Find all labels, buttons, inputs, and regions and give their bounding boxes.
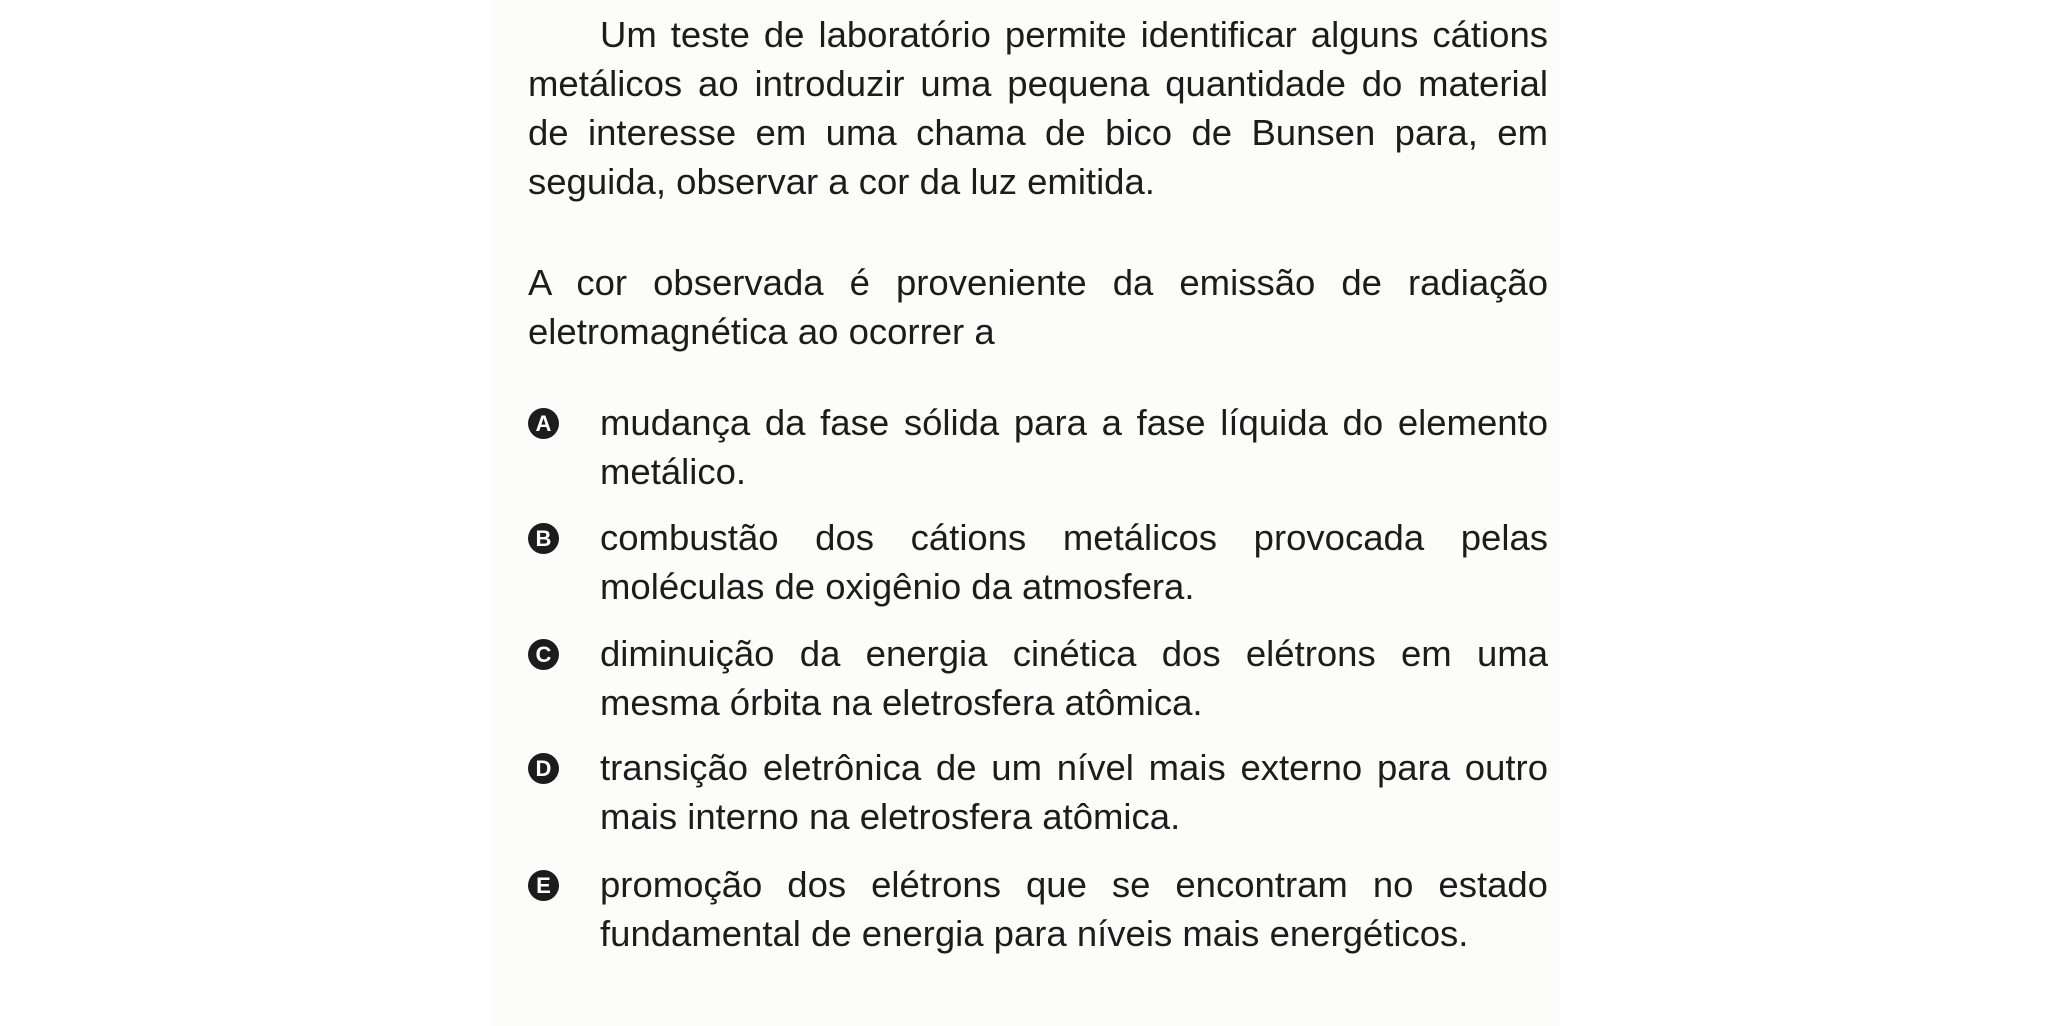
option-b-letter-badge: B: [528, 523, 559, 554]
option-d-text: transição eletrônica de um nível mais externo para outro mais interno na eletrosfera atômica.: [600, 747, 1548, 837]
question-intro: Um teste de laboratório permite identificar alguns cátions metálicos ao introduzir uma pequena quantidade do material de interesse em uma chama de bico de Bunsen para, em seguida, observar a cor da luz emitida.: [528, 14, 1548, 202]
option-a-text: mudança da fase sólida para a fase líquida do elemento metálico.: [600, 402, 1548, 492]
option-a-letter-badge: A: [528, 408, 559, 439]
question-prompt: A cor observada é proveniente da emissão de radiação eletromagnética ao ocorrer a: [528, 262, 1548, 352]
option-b-text: combustão dos cátions metálicos provocada pelas moléculas de oxigênio da atmosfera.: [600, 517, 1548, 607]
option-e-text: promoção dos elétrons que se encontram no estado fundamental de energia para níveis mais energéticos.: [600, 864, 1548, 954]
option-c-text: diminuição da energia cinética dos elétrons em uma mesma órbita na eletrosfera atômica.: [600, 633, 1548, 723]
option-e-letter-badge: E: [528, 870, 559, 901]
option-d-letter-badge: D: [528, 753, 559, 784]
option-c-letter-badge: C: [528, 639, 559, 670]
